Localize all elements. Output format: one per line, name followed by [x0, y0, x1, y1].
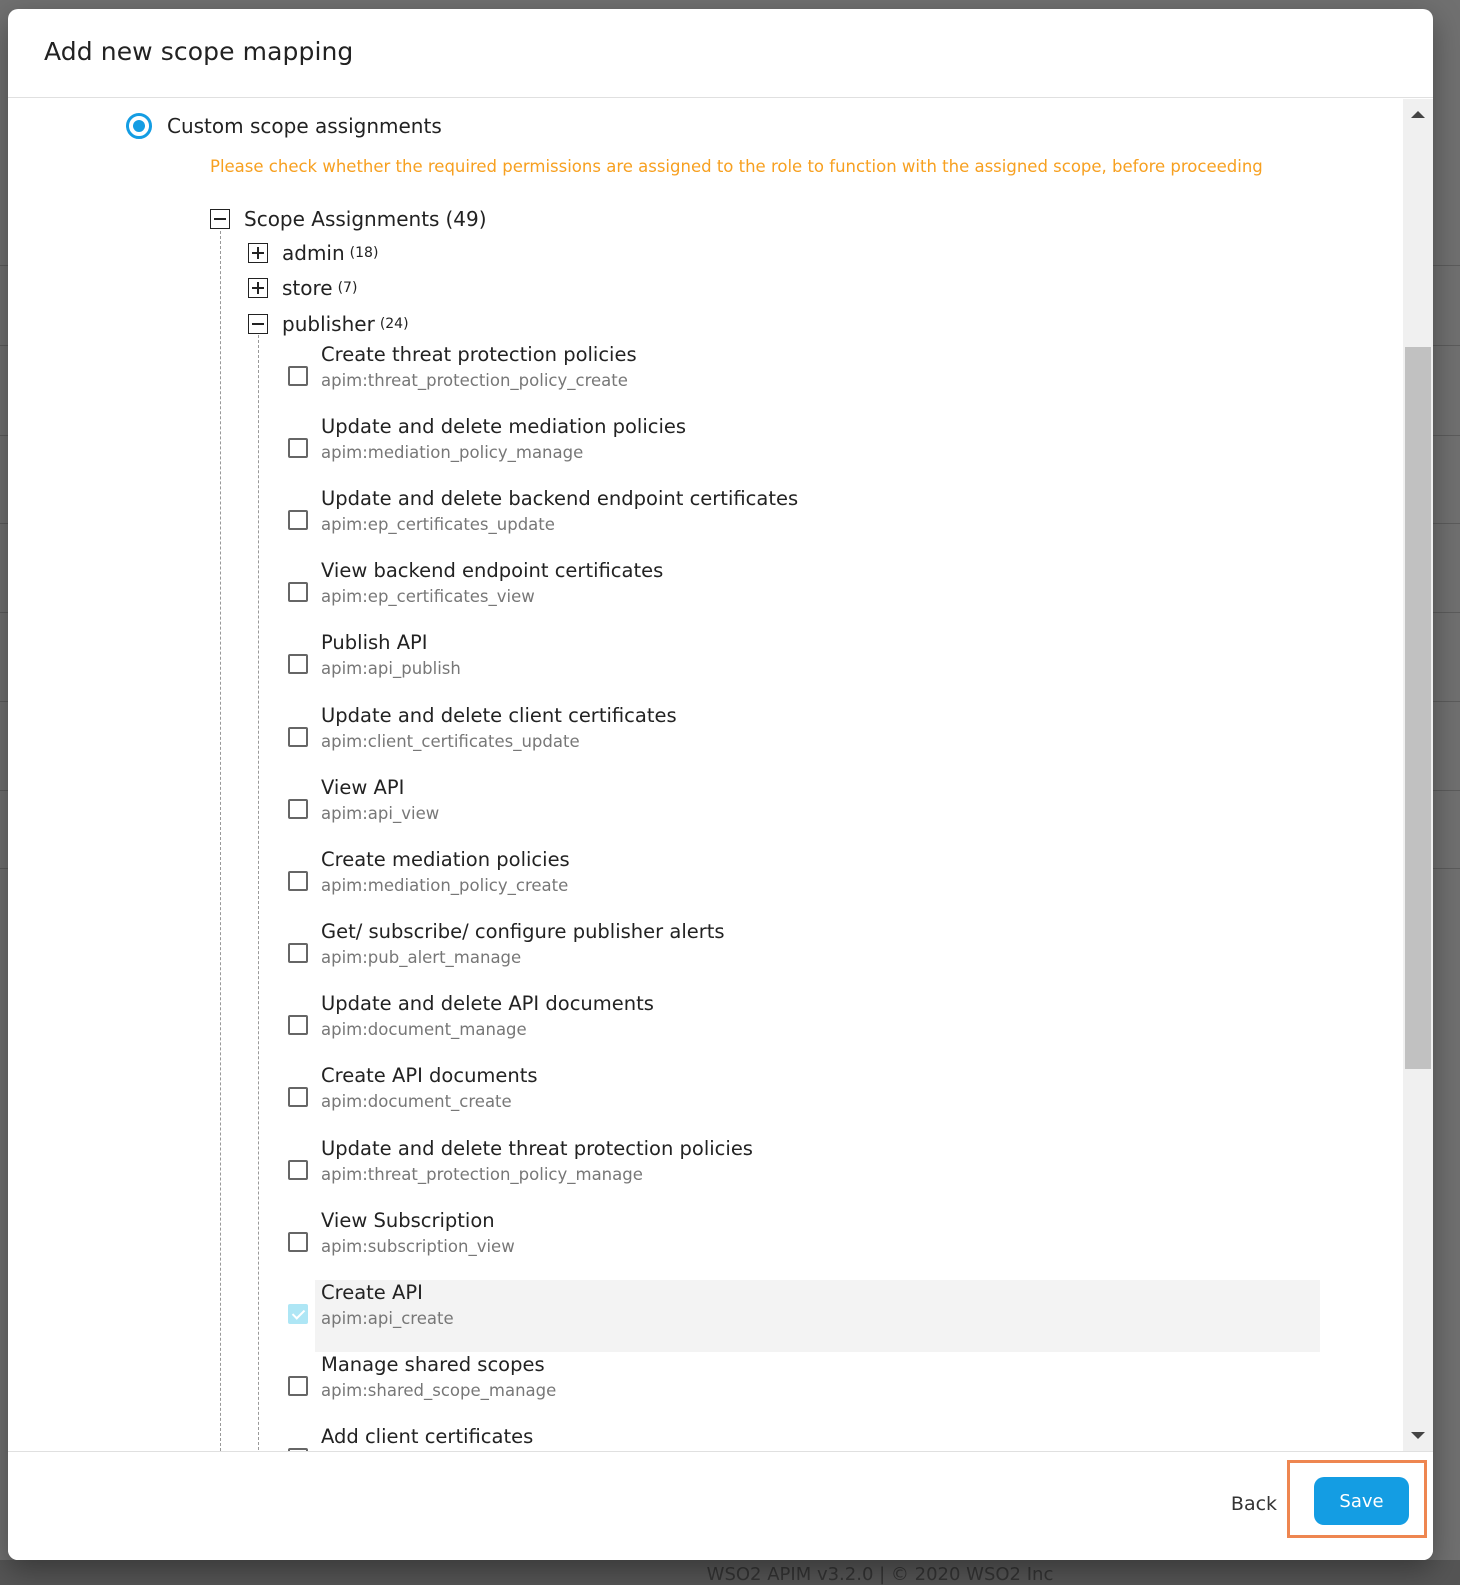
- scope-key: apim:threat_protection_policy_create: [321, 371, 628, 390]
- checkbox[interactable]: [288, 943, 308, 963]
- checkbox[interactable]: [288, 438, 308, 458]
- scope-key: apim:threat_protection_policy_manage: [321, 1165, 643, 1184]
- checkbox[interactable]: [288, 1232, 308, 1252]
- tree-node-count: (18): [349, 245, 379, 261]
- dialog-header: [8, 9, 1433, 98]
- scope-title: Manage shared scopes: [321, 1353, 545, 1376]
- scroll-down-arrow-icon[interactable]: [1411, 1432, 1425, 1439]
- tree-node-label: admin: [282, 241, 345, 265]
- checkbox[interactable]: [288, 654, 308, 674]
- scope-item[interactable]: [288, 558, 1320, 630]
- tree-guide-line: [220, 231, 221, 1451]
- radio-button-selected-icon[interactable]: [126, 113, 152, 139]
- tree-node-store[interactable]: [248, 276, 357, 300]
- scope-item[interactable]: [288, 1136, 1320, 1208]
- tree-node-publisher[interactable]: [248, 312, 409, 336]
- radio-label: Custom scope assignments: [167, 114, 442, 138]
- permission-warning-text: Please check whether the required permissions are assigned to the role to function with the assigned scope, before proceeding: [210, 157, 1263, 176]
- scope-key: apim:mediation_policy_create: [321, 876, 569, 895]
- scope-title: Add client certificates: [321, 1425, 534, 1448]
- tree-node-label: publisher: [282, 312, 375, 336]
- checkbox[interactable]: [288, 799, 308, 819]
- custom-scope-radio-option[interactable]: [126, 113, 442, 139]
- vertical-scrollbar[interactable]: [1403, 99, 1433, 1451]
- scope-key: apim:ep_certificates_update: [321, 515, 555, 534]
- scope-title: View API: [321, 776, 405, 799]
- scope-title: View backend endpoint certificates: [321, 559, 664, 582]
- scope-title: Update and delete mediation policies: [321, 415, 687, 438]
- scope-title: Update and delete threat protection policies: [321, 1137, 753, 1160]
- dialog-title: Add new scope mapping: [44, 37, 354, 66]
- scope-title: Update and delete backend endpoint certificates: [321, 487, 799, 510]
- scope-item[interactable]: [288, 847, 1320, 919]
- tree-node-admin[interactable]: [248, 241, 378, 265]
- scrollbar-thumb[interactable]: [1405, 347, 1431, 1069]
- tree-root-scope-assignments[interactable]: [210, 207, 487, 231]
- checkbox[interactable]: [288, 510, 308, 530]
- scope-item[interactable]: [288, 1063, 1320, 1135]
- scope-item[interactable]: [288, 1424, 1320, 1451]
- checkbox[interactable]: [288, 727, 308, 747]
- tree-guide-line: [258, 335, 259, 1451]
- scope-item[interactable]: [288, 1208, 1320, 1280]
- scope-title: Update and delete client certificates: [321, 704, 677, 727]
- checkbox[interactable]: [288, 871, 308, 891]
- scope-key: apim:document_create: [321, 1092, 512, 1111]
- scope-key: apim:api_view: [321, 804, 440, 823]
- tree-node-label: Scope Assignments: [244, 207, 440, 231]
- scope-item[interactable]: [288, 991, 1320, 1063]
- checkbox[interactable]: [288, 582, 308, 602]
- scope-title: Update and delete API documents: [321, 992, 654, 1015]
- scope-title: Get/ subscribe/ configure publisher alerts: [321, 920, 725, 943]
- tree-node-count: (7): [337, 280, 358, 296]
- scope-key: apim:mediation_policy_manage: [321, 443, 584, 462]
- scope-key: apim:pub_alert_manage: [321, 948, 522, 967]
- scope-key: apim:subscription_view: [321, 1237, 515, 1256]
- tree-node-count: (24): [379, 316, 409, 332]
- scope-key: apim:api_create: [321, 1309, 454, 1328]
- back-button[interactable]: Back: [1224, 1486, 1284, 1522]
- scope-item[interactable]: [288, 342, 1320, 414]
- checkbox[interactable]: [288, 1376, 308, 1396]
- scope-item[interactable]: [288, 703, 1320, 775]
- scope-item[interactable]: [288, 486, 1320, 558]
- dialog-body: [8, 99, 1403, 1451]
- scope-title: Create API documents: [321, 1064, 538, 1087]
- scope-title: Create mediation policies: [321, 848, 570, 871]
- collapse-icon[interactable]: [248, 314, 268, 334]
- scope-key: apim:shared_scope_manage: [321, 1381, 557, 1400]
- checkbox-checked[interactable]: [288, 1304, 308, 1324]
- checkbox[interactable]: [288, 1160, 308, 1180]
- scope-title: Create API: [321, 1281, 423, 1304]
- save-button[interactable]: Save: [1314, 1477, 1409, 1525]
- scope-item[interactable]: [288, 1352, 1320, 1424]
- scope-key: apim:api_publish: [321, 659, 461, 678]
- tree-node-count: (49): [445, 207, 487, 231]
- checkbox[interactable]: [288, 366, 308, 386]
- dialog-footer: [8, 1451, 1433, 1560]
- scope-title: View Subscription: [321, 1209, 495, 1232]
- scope-item[interactable]: [288, 630, 1320, 702]
- scope-item-hovered[interactable]: [315, 1280, 1320, 1352]
- expand-icon[interactable]: [248, 243, 268, 263]
- checkbox[interactable]: [288, 1015, 308, 1035]
- scope-title: Create threat protection policies: [321, 343, 637, 366]
- checkbox[interactable]: [288, 1087, 308, 1107]
- scope-item[interactable]: [288, 919, 1320, 991]
- scope-key: apim:ep_certificates_view: [321, 587, 535, 606]
- collapse-icon[interactable]: [210, 209, 230, 229]
- scope-item[interactable]: [288, 775, 1320, 847]
- scope-item[interactable]: [288, 414, 1320, 486]
- tree-node-label: store: [282, 276, 333, 300]
- scope-title: Publish API: [321, 631, 428, 654]
- scroll-up-arrow-icon[interactable]: [1411, 111, 1425, 118]
- expand-icon[interactable]: [248, 278, 268, 298]
- add-scope-mapping-dialog: [8, 9, 1433, 1560]
- scope-key: apim:client_certificates_update: [321, 732, 580, 751]
- background-footer: WSO2 APIM v3.2.0 | © 2020 WSO2 Inc: [0, 1560, 1460, 1585]
- scope-key: apim:document_manage: [321, 1020, 527, 1039]
